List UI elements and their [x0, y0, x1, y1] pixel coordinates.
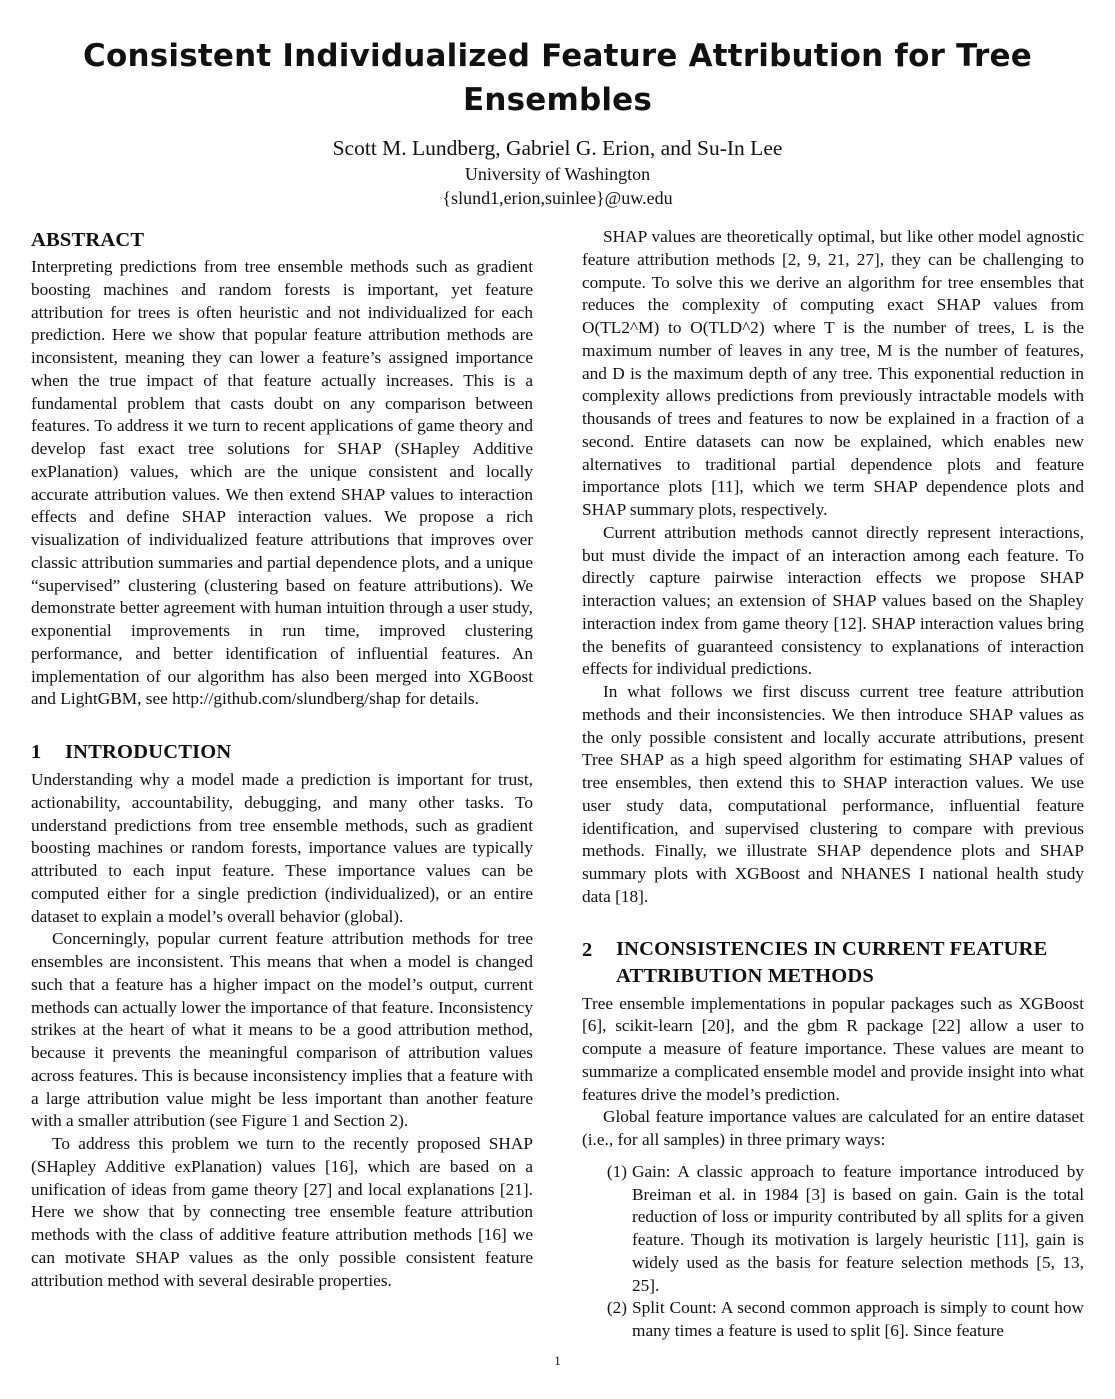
page-number: 1 [554, 1353, 561, 1368]
list-marker: (2) [606, 1298, 627, 1318]
abstract-heading: ABSTRACT [31, 229, 145, 251]
list-marker: (1) [606, 1161, 627, 1181]
list-item-text: Gain: A classic approach to feature importance introduced by Breiman et al. in 1984 [3] is based on gain. Gain is the total reduction of loss or impurity contributed by all splits for a given feature. Though its motivation is largely heuristic [11], gain is widely used as the basis for feature selection methods [5, 13, 25]. [632, 1161, 1084, 1295]
section2-paragraph-1: Tree ensemble implementations in popular packages such as XGBoost [6], scikit-learn [20], and the gbm R package [22] allow a user to compute a measure of feature importance. These values are meant to summarize a complicated ensemble model and provide insight into what features drive the model’s prediction. [582, 993, 1084, 1104]
paper-title: Consistent Individualized Feature Attribution for Tree Ensembles [83, 38, 1032, 118]
left-column [31, 226, 533, 1292]
intro-paragraph-4: SHAP values are theoretically optimal, but like other model agnostic feature attribution methods [2, 9, 21, 27], they can be challenging to compute. To solve this we derive an algorithm for tree ensembles that reduces the complexity of computing exact SHAP values from O(TL2^M) to O(TLD^2) where T is the number of trees, L is the maximum number of leaves in any tree, M is the number of features, and D is the maximum depth of any tree. This exponential reduction in complexity allows predictions from previously intractable models with thousands of trees and features to now be explained in a fraction of a second. Entire datasets can now be explained, which enables new alternatives to traditional partial dependence plots and feature importance plots [11], which we term SHAP dependence plots and SHAP summary plots, respectively. [582, 227, 1084, 519]
list-item [582, 1297, 1084, 1343]
author-list: Scott M. Lundberg, Gabriel G. Erion, and Su-In Lee [332, 136, 783, 160]
list-item-text: Split Count: A second common approach is simply to count how many times a feature is used to split [6]. Since feature [632, 1298, 1084, 1340]
abstract-text: Interpreting predictions from tree ensemble methods such as gradient boosting machines and random forests is important, yet feature attribution for trees is often heuristic and not individualized for each prediction. Here we show that popular feature attribution methods are inconsistent, meaning they can lower a feature’s assigned importance when the true impact of that feature actually increases. This is a fundamental problem that casts doubt on any comparison between features. To address it we turn to recent applications of game theory and develop fast exact tree solutions for SHAP (SHapley Additive exPlanation) values, which are the unique consistent and locally accurate attribution values. We then extend SHAP values to interaction effects and define SHAP interaction values. We propose a rich visualization of individualized feature attributions that improves over classic attribution summaries and partial dependence plots, and a unique “supervised” clustering (clustering based on feature attributions). We demonstrate better agreement with human intuition through a user study, exponential improvements in run time, improved clustering performance, and better identification of influential features. An implementation of our algorithm has also been merged into XGBoost and LightGBM, see http://github.com/slundberg/shap for details. [31, 257, 533, 709]
introduction-heading [31, 738, 533, 766]
intro-paragraph-6: In what follows we first discuss current tree feature attribution methods and their inconsistencies. We then introduce SHAP values as the only possible consistent and locally accurate attributions, present Tree SHAP as a high speed algorithm for estimating SHAP values of tree ensembles, then extend this to SHAP interaction values. We use user study data, computational performance, influential feature identification, and supervised clustering to compare with previous methods. Finally, we illustrate SHAP dependence plots and SHAP summary plots with XGBoost and NHANES I national health study data [18]. [582, 682, 1084, 906]
intro-paragraph-1: Understanding why a model made a prediction is important for trust, actionability, accountability, debugging, and many other tasks. To understand predictions from tree ensemble methods, such as gradient boosting machines or random forests, importance values are typically attributed to each input feature. These importance values can be computed either for a single prediction (individualized), or an entire dataset to explain a model’s overall behavior (global). [31, 770, 533, 926]
intro-paragraph-3: To address this problem we turn to the recently proposed SHAP (SHapley Additive exPlanation) values [16], which are based on a unification of ideas from game theory [27] and local explanations [21]. Here we show that by connecting tree ensemble feature attribution methods with the class of additive feature attribution methods [16] we can motivate SHAP values as the only possible consistent feature attribution method with several desirable properties. [31, 1134, 533, 1290]
intro-paragraph-2: Concerningly, popular current feature attribution methods for tree ensembles are inconsistent. This means that when a model is changed such that a feature has a higher impact on the model’s output, current methods can actually lower the importance of that feature. Inconsistency strikes at the heart of what it means to be a good attribution method, because it prevents the meaningful comparison of attribution values across features. This is because inconsistency implies that a feature with a large attribution value might be less important than another feature with a smaller attribution (see Figure 1 and Section 2). [31, 929, 533, 1131]
section-title: INCONSISTENCIES IN CURRENT FEATURE ATTRIBUTION METHODS [616, 937, 1048, 987]
section-title: INTRODUCTION [65, 741, 232, 763]
section-number: 1 [31, 741, 42, 763]
affiliation: University of Washington [464, 164, 651, 184]
section-number: 2 [582, 938, 593, 961]
intro-paragraph-5: Current attribution methods cannot directly represent interactions, but must divide the impact of an interaction among each feature. To directly capture pairwise interaction effects we propose SHAP interaction values; an extension of SHAP values based on the Shapley interaction index from game theory [12]. SHAP interaction values bring the benefits of guaranteed consistency to explanations of interaction effects for individual predictions. [582, 522, 1084, 679]
right-column [582, 226, 1084, 1343]
list-item [582, 1161, 1084, 1298]
author-email: {slund1,erion,suinlee}@uw.edu [442, 188, 673, 208]
importance-methods-list [582, 1161, 1084, 1343]
section2-heading [582, 936, 1084, 990]
section2-paragraph-2: Global feature importance values are calculated for an entire dataset (i.e., for all samples) in three primary ways: [582, 1107, 1084, 1149]
